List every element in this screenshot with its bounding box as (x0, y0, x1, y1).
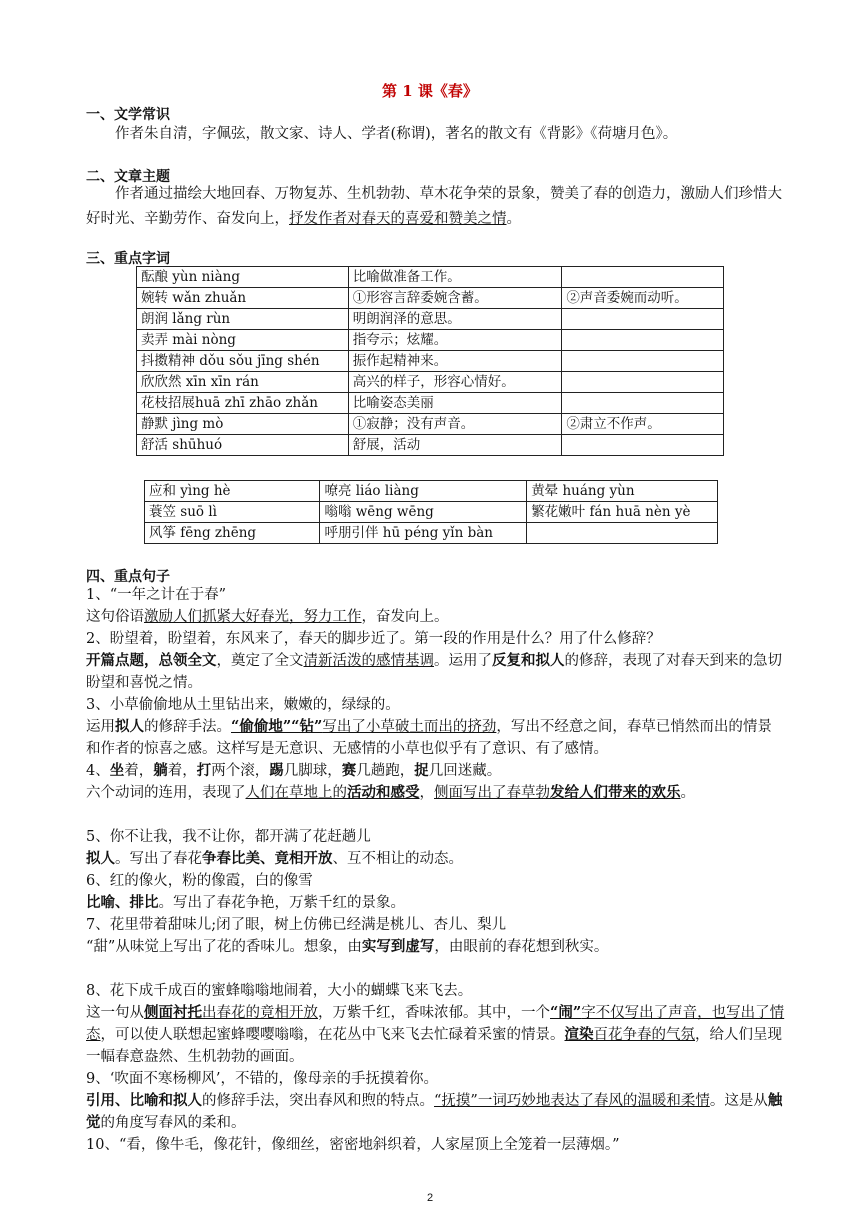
table-cell: 舒活 shūhuó (137, 435, 349, 456)
table-row (137, 309, 724, 330)
table-cell (562, 372, 724, 393)
lesson-title: 第 1 课《春》 (382, 82, 478, 100)
sentence-9: 9、‘吹面不寒杨柳风’，不错的，像母亲的手抚摸着你。 (86, 1071, 438, 1087)
sentence-2-analysis: 开篇点题，总领全文，奠定了全文清新活泼的感情基调。运用了反复和拟人的修辞，表现了对春天到来的急切盼望和喜悦之情。 (86, 652, 782, 691)
table-cell: 花枝招展huā zhī zhāo zhǎn (137, 393, 349, 414)
table-cell: 酝酿 yùn niàng (137, 267, 349, 288)
sentence-8: 8、花下成千成百的蜜蜂嗡嗡地闹着，大小的蝴蝶飞来飞去。 (86, 983, 473, 999)
sentence-5: 5、你不让我，我不让你，都开满了花赶趟儿 (86, 829, 371, 845)
sentence-9-analysis: 引用、比喻和拟人的修辞手法，突出春风和煦的特点。“抚摸”一词巧妙地表达了春风的温暖和柔情。这是从触觉的角度写春风的柔和。 (86, 1092, 783, 1131)
sentence-6-analysis: 比喻、排比。写出了春花争艳，万紫千红的景象。 (86, 894, 405, 911)
key-words-table-2 (144, 480, 718, 544)
table-cell (562, 435, 724, 456)
table-cell: 繁花嫩叶 fán huā nèn yè (527, 502, 718, 523)
table-row (145, 481, 718, 502)
sentence-1-analysis: 这句俗语激励人们抓紧大好春光，努力工作，奋发向上。 (86, 609, 449, 625)
table-row (137, 330, 724, 351)
table-row (137, 267, 724, 288)
table-cell: 嗡嗡 wēng wēng (320, 502, 527, 523)
table-cell (527, 523, 718, 544)
table-cell: 比喻做准备工作。 (348, 267, 562, 288)
sentence-7: 7、花里带着甜味儿;闭了眼，树上仿佛已经满是桃儿、杏儿、梨儿 (86, 917, 507, 933)
sentence-7-analysis: “甜”从味觉上写出了花的香味儿。想象，由实写到虚写，由眼前的春花想到秋实。 (86, 938, 609, 955)
sentence-10: 10、“看，像牛毛，像花针，像细丝，密密地斜织着，人家屋顶上全笼着一层薄烟。” (86, 1137, 620, 1153)
table-row (137, 414, 724, 435)
section-heading-theme: 二、文章主题 (86, 169, 170, 185)
table-cell: ②声音委婉而动听。 (562, 288, 724, 309)
table-row (137, 351, 724, 372)
table-cell: 卖弄 mài nòng (137, 330, 349, 351)
table-cell (562, 267, 724, 288)
table-cell: 振作起精神来。 (348, 351, 562, 372)
table-row (137, 393, 724, 414)
theme-text: 作者通过描绘大地回春、万物复苏、生机勃勃、草木花争荣的景象，赞美了春的创造力，激励人们珍惜大好时光、辛勤劳作、奋发向上，抒发作者对春天的喜爱和赞美之情。 (86, 186, 782, 227)
table-row (145, 502, 718, 523)
table-cell: ①形容言辞委婉含蓄。 (348, 288, 562, 309)
table-row (137, 435, 724, 456)
sentence-3-analysis: 运用拟人的修辞手法。“偷偷地”“钻”写出了小草破土而出的挤劲，写出不经意之间，春草已悄然而出的情景和作者的惊喜之感。这样写是无意识、无感情的小草也似乎有了意识、有了感情。 (86, 718, 772, 757)
table-cell: 明朗润泽的意思。 (348, 309, 562, 330)
section-heading-key-words: 三、重点字词 (86, 251, 170, 267)
table-cell: 抖擞精神 dǒu sǒu jīng shén (137, 351, 349, 372)
sentence-5-analysis: 拟人。写出了春花争春比美、竟相开放、互不相让的动态。 (86, 850, 463, 867)
table-cell: 比喻姿态美丽 (348, 393, 562, 414)
table-cell: 蓑笠 suō lì (145, 502, 320, 523)
table-cell (562, 330, 724, 351)
section-heading-literary-knowledge: 一、文学常识 (86, 107, 170, 123)
sentence-8-analysis: 这一句从侧面衬托出春花的竟相开放，万紫千红，香味浓郁。其中，一个“闹”字不仅写出了声音，也写出了情态，可以使人联想起蜜蜂嘤嘤嗡嗡，在花丛中飞来飞去忙碌着采蜜的情景。渲染百花争春的气氛，给人们呈现一幅春意盎然、生机勃勃的画面。 (86, 1004, 785, 1065)
table-cell (562, 351, 724, 372)
table-cell: 静默 jìng mò (137, 414, 349, 435)
sentence-4-analysis: 六个动词的连用，表现了人们在草地上的活动和感受，侧面写出了春草勃发给人们带来的欢乐。 (86, 784, 695, 801)
table-cell: 朗润 lǎng rùn (137, 309, 349, 330)
table-cell: 婉转 wǎn zhuǎn (137, 288, 349, 309)
table-row (137, 288, 724, 309)
sentence-4: 4、坐着，躺着，打两个滚，踢几脚球，赛几趟跑，捉几回迷藏。 (86, 762, 502, 779)
sentence-3: 3、小草偷偷地从土里钻出来，嫩嫩的，绿绿的。 (86, 697, 400, 713)
table-cell: 舒展，活动 (348, 435, 562, 456)
literary-knowledge-text: 作者朱自清，字佩弦，散文家、诗人、学者(称谓)，著名的散文有《背影》《荷塘月色》。 (115, 126, 678, 142)
table-cell: 风筝 fēng zhēng (145, 523, 320, 544)
table-cell: 欣欣然 xīn xīn rán (137, 372, 349, 393)
table-cell: ②肃立不作声。 (562, 414, 724, 435)
table-cell (562, 309, 724, 330)
table-cell: 黄晕 huáng yùn (527, 481, 718, 502)
section-heading-key-sentences: 四、重点句子 (86, 569, 170, 585)
table-cell: 嘹亮 liáo liàng (320, 481, 527, 502)
table-cell: 指夸示；炫耀。 (348, 330, 562, 351)
table-cell: 高兴的样子，形容心情好。 (348, 372, 562, 393)
key-words-table (136, 266, 724, 456)
table-cell: 呼朋引伴 hū péng yǐn bàn (320, 523, 527, 544)
table-row (145, 523, 718, 544)
table-cell: ①寂静；没有声音。 (348, 414, 562, 435)
table-row (137, 372, 724, 393)
sentence-2: 2、盼望着，盼望着，东风来了，春天的脚步近了。第一段的作用是什么？用了什么修辞？ (86, 631, 661, 647)
table-cell (562, 393, 724, 414)
sentence-1: 1、“一年之计在于春” (86, 587, 227, 603)
sentence-6: 6、红的像火，粉的像霞，白的像雪 (86, 873, 313, 889)
page-number: 2 (426, 1192, 434, 1204)
table-cell: 应和 yìng hè (145, 481, 320, 502)
